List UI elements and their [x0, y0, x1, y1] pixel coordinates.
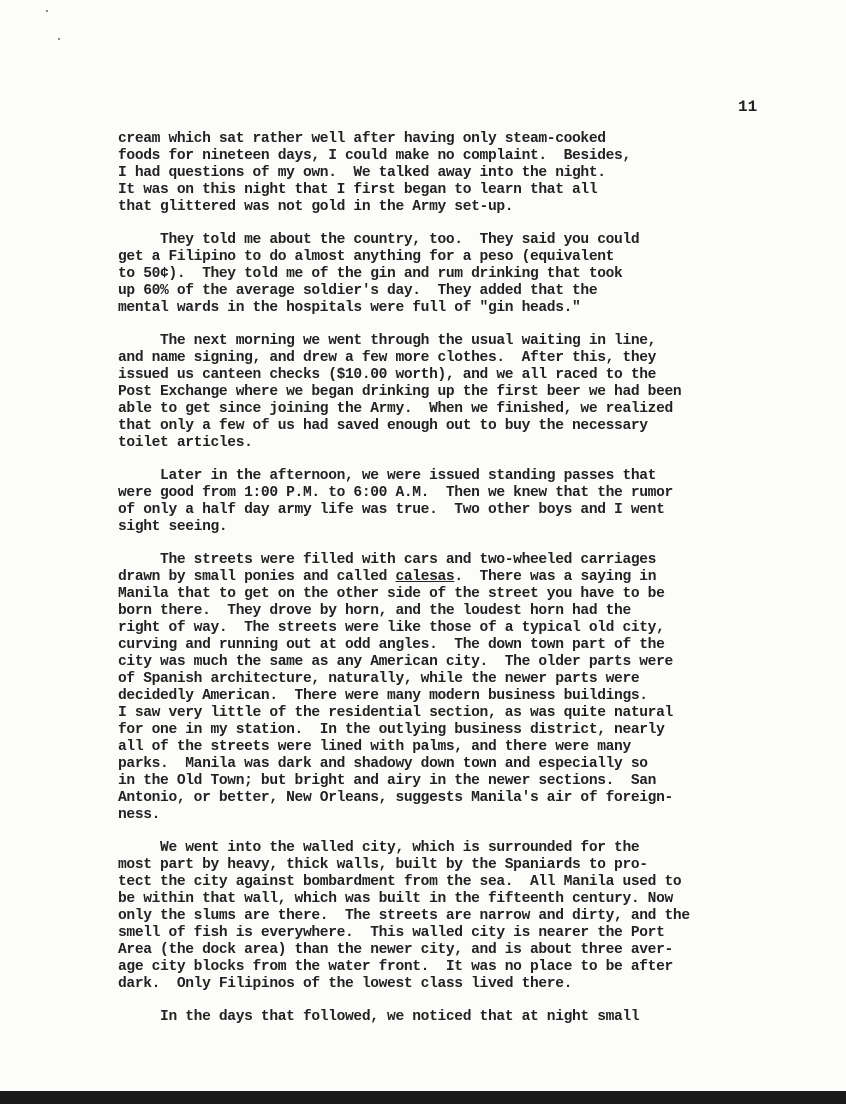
text-line: of Spanish architecture, naturally, while the newer parts were — [118, 671, 640, 687]
text-line: only the slums are there. The streets are narrow and dirty, and the — [118, 908, 690, 924]
text-line: We went into the walled city, which is surrounded for the — [118, 840, 640, 856]
text-line: Area (the dock area) than the newer city, and is about three aver- — [118, 942, 673, 958]
text-line: Antonio, or better, New Orleans, suggests Manila's air of foreign- — [118, 790, 673, 806]
text-line: It was on this night that I first began to learn that all — [118, 182, 598, 198]
text-line: age city blocks from the water front. It was no place to be after — [118, 959, 673, 975]
text-line: up 60% of the average soldier's day. They added that the — [118, 283, 598, 299]
text-line: for one in my station. In the outlying business district, nearly — [118, 722, 665, 738]
text-line: and name signing, and drew a few more clothes. After this, they — [118, 350, 657, 366]
text-line: The next morning we went through the usual waiting in line, — [118, 333, 657, 349]
text-line: tect the city against bombardment from the sea. All Manila used to — [118, 874, 682, 890]
text-line: in the Old Town; but bright and airy in the newer sections. San — [118, 773, 657, 789]
paragraph-5 — [118, 552, 818, 824]
text-line: born there. They drove by horn, and the loudest horn had the — [118, 603, 631, 619]
text-segment: drawn by small ponies and called — [118, 569, 396, 585]
underlined-term: calesas — [395, 569, 455, 585]
text-line: able to get since joining the Army. When we finished, we realized — [118, 401, 673, 417]
text-line: Manila that to get on the other side of the street you have to be — [118, 586, 665, 602]
text-line: most part by heavy, thick walls, built by the Spaniards to pro- — [118, 857, 648, 873]
text-line: right of way. The streets were like those of a typical old city, — [118, 620, 665, 636]
paper-speck — [58, 38, 60, 40]
text-line: They told me about the country, too. They said you could — [118, 232, 640, 248]
paragraph-4 — [118, 468, 818, 536]
text-line: that glittered was not gold in the Army set-up. — [118, 199, 514, 215]
text-line: Later in the afternoon, we were issued standing passes that — [118, 468, 657, 484]
paper-speck — [46, 10, 48, 12]
typed-body-text — [118, 131, 818, 1026]
paragraph-3 — [118, 333, 818, 452]
paragraph-2 — [118, 232, 818, 317]
text-line: smell of fish is everywhere. This walled city is nearer the Port — [118, 925, 665, 941]
scan-bottom-edge — [0, 1091, 846, 1104]
text-line: I had questions of my own. We talked away into the night. — [118, 165, 606, 181]
text-line: dark. Only Filipinos of the lowest class lived there. — [118, 976, 573, 992]
text-line: ness. — [118, 807, 161, 823]
text-line: I saw very little of the residential section, as was quite natural — [118, 705, 673, 721]
paragraph-7 — [118, 1009, 818, 1026]
text-line: parks. Manila was dark and shadowy down town and especially so — [118, 756, 648, 772]
text-line: all of the streets were lined with palms, and there were many — [118, 739, 631, 755]
page-number: 11 — [738, 98, 758, 116]
text-line: foods for nineteen days, I could make no complaint. Besides, — [118, 148, 631, 164]
text-line: decidedly American. There were many modern business buildings. — [118, 688, 648, 704]
text-line: were good from 1:00 P.M. to 6:00 A.M. Then we knew that the rumor — [118, 485, 673, 501]
text-line: curving and running out at odd angles. The down town part of the — [118, 637, 665, 653]
text-line: In the days that followed, we noticed that at night small — [118, 1009, 640, 1025]
text-line: issued us canteen checks ($10.00 worth), and we all raced to the — [118, 367, 657, 383]
text-segment: . There was a saying in — [454, 569, 657, 585]
paragraph-1 — [118, 131, 818, 216]
text-line: be within that wall, which was built in the fifteenth century. Now — [118, 891, 673, 907]
text-line: get a Filipino to do almost anything for a peso (equivalent — [118, 249, 615, 265]
text-line: that only a few of us had saved enough out to buy the necessary — [118, 418, 648, 434]
text-line: The streets were filled with cars and two-wheeled carriages — [118, 552, 657, 568]
text-line: cream which sat rather well after having only steam-cooked — [118, 131, 606, 147]
text-line: city was much the same as any American city. The older parts were — [118, 654, 673, 670]
text-line: to 50¢). They told me of the gin and rum drinking that took — [118, 266, 623, 282]
text-line: toilet articles. — [118, 435, 253, 451]
text-line: of only a half day army life was true. Two other boys and I went — [118, 502, 665, 518]
text-line: sight seeing. — [118, 519, 228, 535]
text-line: Post Exchange where we began drinking up the first beer we had been — [118, 384, 682, 400]
paragraph-6 — [118, 840, 818, 993]
text-line: mental wards in the hospitals were full of "gin heads." — [118, 300, 581, 316]
text-line — [118, 569, 818, 586]
